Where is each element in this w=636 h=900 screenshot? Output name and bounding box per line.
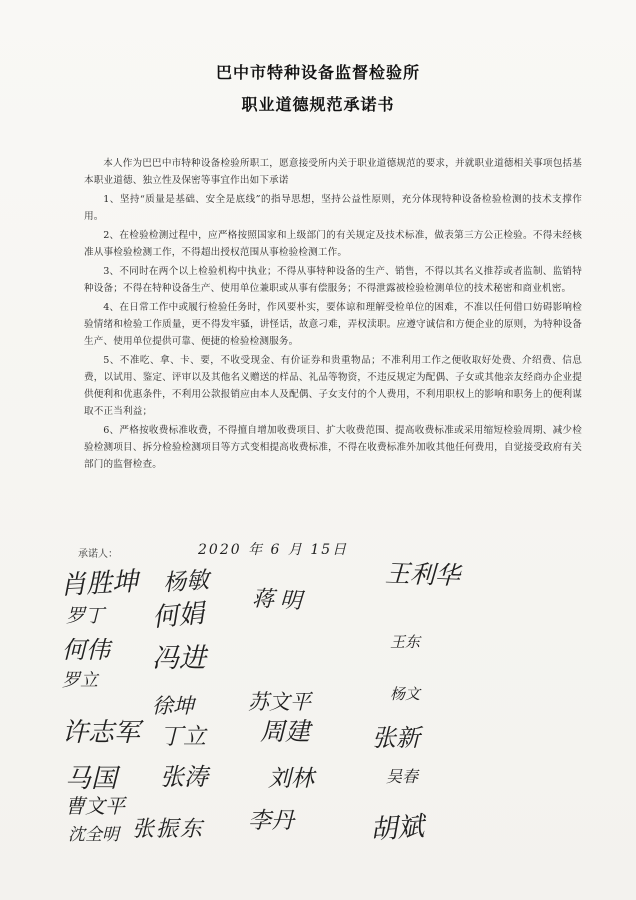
- paragraph-1: 1、坚持“质量是基础、安全是底线”的指导思想，坚持公益性原则，充分体现特种设备检验检测的技术支撑作用。: [84, 194, 582, 222]
- paragraph-5: 5、不准吃、拿、卡、要，不收受现金、有价证券和贵重物品；不准利用工作之便收取好处费、介绍费、信息费，以试用、鉴定、评审以及其他名义赠送的样品、礼品等物资，不违反规定为配偶、子女或其他亲友经商办企业提供便利和优惠条件，不利用公款报销应由本人及配偶、子女支付的个人费用，不利用职权上的影响和职务上的便利谋取不正当利益；: [84, 355, 582, 417]
- signature: 杨文: [390, 685, 421, 703]
- document-body: [84, 155, 582, 475]
- signature: 苏文平: [248, 690, 311, 714]
- signature: 王东: [390, 633, 421, 651]
- signature: 马国: [65, 764, 118, 794]
- signature: 蒋明: [251, 586, 309, 615]
- signature-date: 2020 年 6 月 15日: [198, 542, 349, 558]
- signature: 何伟: [62, 636, 110, 664]
- signature: 张振东: [132, 817, 205, 842]
- committer-label: 承诺人：: [78, 549, 118, 560]
- paragraph-intro: 本人作为巴巴中市特种设备检验所职工，愿意接受所内关于职业道德规范的要求，并就职业道德相关事项包括基本职业道德、独立性及保密等事宜作出如下承诺: [84, 158, 582, 186]
- signature: 丁立: [160, 724, 206, 750]
- signature: 李丹: [248, 808, 294, 834]
- signature: 冯进: [152, 643, 206, 674]
- paragraph-2: 2、在检验检测过程中，应严格按照国家和上级部门的有关规定及技术标准，做表第三方公正检验。不得未经核准从事检验检测工作，不得超出授权范围从事检验检测工作。: [84, 230, 582, 258]
- paragraph-3: 3、不同时在两个以上检验机构中执业；不得从事特种设备的生产、销售，不得以其名义推荐或者监制、监销特种设备；不得在特种设备生产、使用单位兼职或从事有偿服务；不得泄露被检验检测单位的技术秘密和商业机密。: [84, 266, 582, 294]
- signature: 张涛: [160, 763, 208, 791]
- signature: 王利华: [384, 558, 461, 591]
- signature: 何娟: [151, 598, 206, 634]
- signature: 张新: [372, 724, 420, 752]
- paragraph-4: 4、在日常工作中或履行检验任务时，作风要朴实，要体谅和理解受检单位的困难，不准以任何借口妨碍影响检验情绪和检验工作质量，更不得发牢骚，讲怪话，故意刁难，弄权渎职。应遵守诚信和方便企业的原则，为特种设备生产、使用单位提供可靠、便捷的检验检测服务。: [84, 302, 582, 347]
- signature: 杨敏: [162, 567, 211, 597]
- signature: 曹文平: [65, 794, 125, 818]
- signature: 周建: [260, 717, 311, 746]
- paragraph-6: 6、严格按收费标准收费，不得擅自增加收费项目、扩大收费范围、提高收费标准或采用缩短检验周期、减少检验检测项目、拆分检验检测项目等方式变相提高收费标准，不得在收费标准外加收其他任何费用，自觉接受政府有关部门的监督检查。: [84, 425, 582, 470]
- signature: 罗立: [62, 670, 98, 691]
- signature: 罗丁: [66, 605, 105, 627]
- document-title: 巴中市特种设备监督检验所: [215, 63, 420, 82]
- document-subtitle: 职业道德规范承诺书: [241, 95, 395, 114]
- signature: 徐坤: [152, 694, 194, 718]
- signature: 许志军: [62, 718, 141, 748]
- signature: 沈全明: [68, 825, 119, 845]
- signature: 肖胜坤: [59, 566, 139, 602]
- signature: 吴春: [386, 767, 419, 786]
- signature: 胡斌: [369, 811, 426, 846]
- signature: 刘林: [268, 766, 314, 792]
